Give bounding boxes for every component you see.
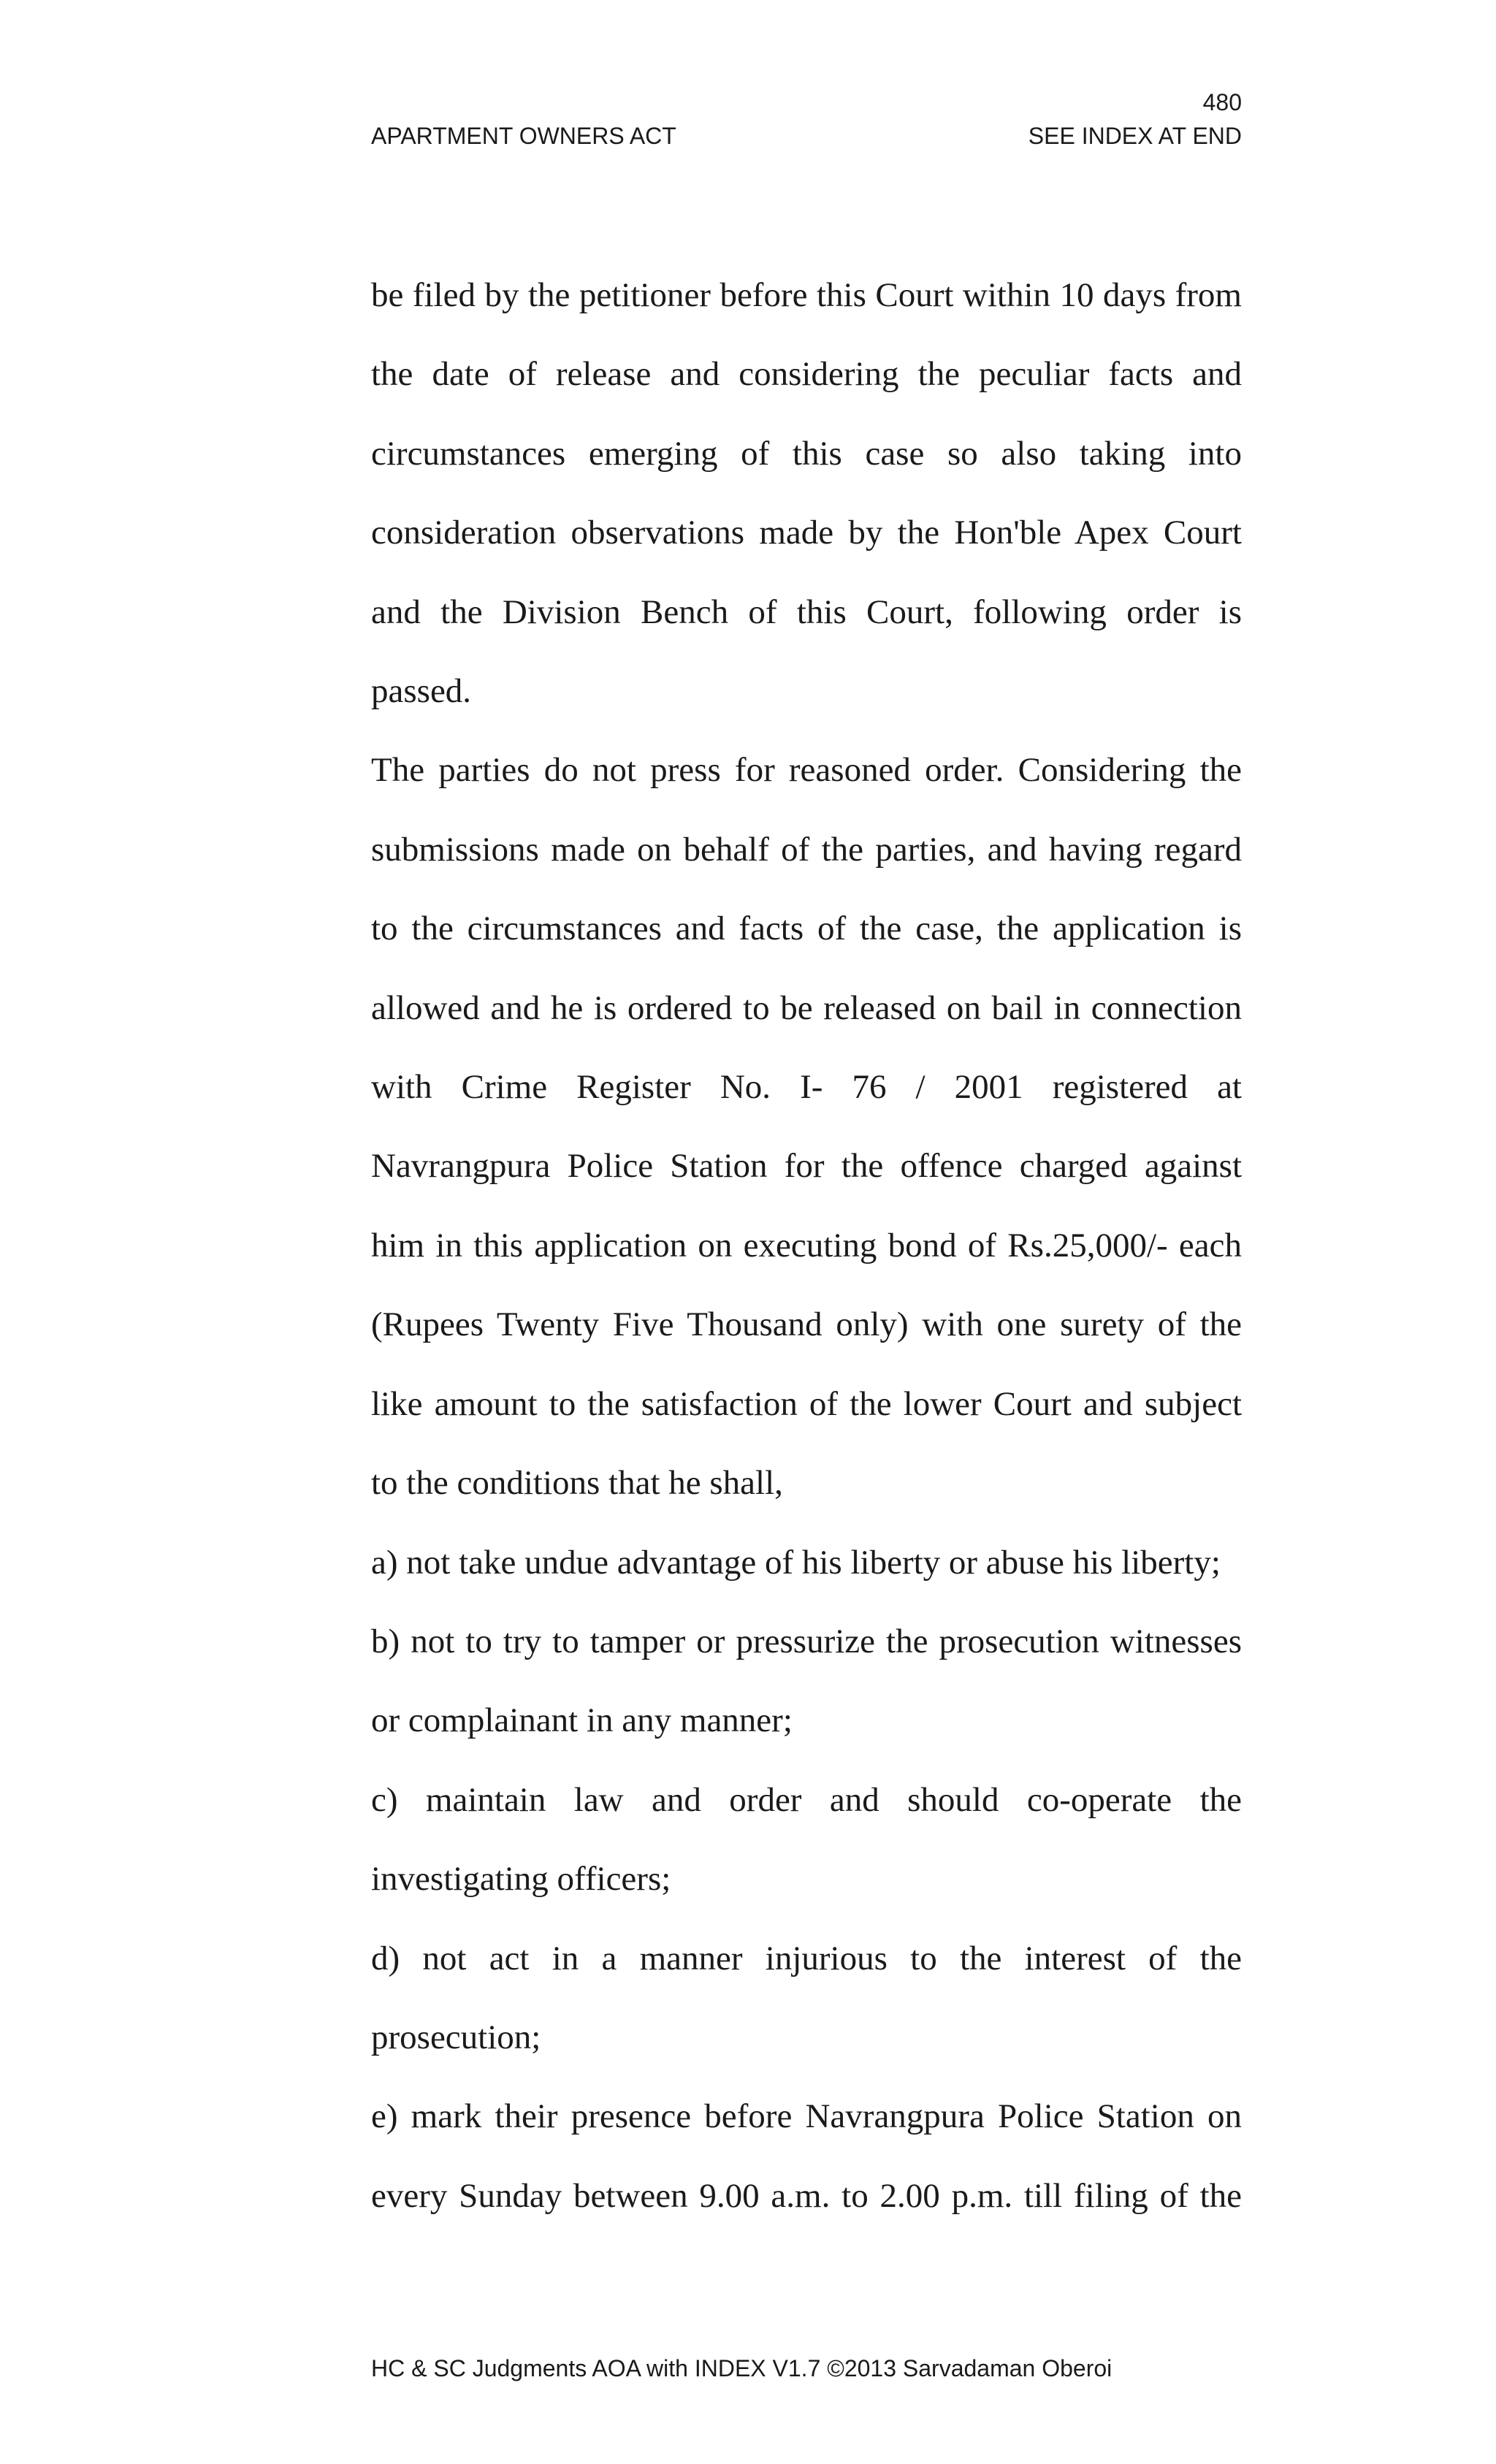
condition-a: a) not take undue advantage of his liberty or abuse his liberty;	[371, 1543, 1221, 1582]
condition-d: d) not act in a manner injurious to the interest of the prosecution;	[371, 1939, 1242, 2056]
page-number: 480	[1202, 89, 1242, 115]
document-body	[371, 256, 1242, 2235]
page-footer: HC & SC Judgments AOA with INDEX V1.7 ©2013 Sarvadaman Oberoi	[371, 2355, 1113, 2381]
running-header-index-note: SEE INDEX AT END	[1028, 123, 1242, 149]
paragraph-order-intro: be filed by the petitioner before this Court within 10 days from the date of release and considering the peculiar facts and circumstances emerging of this case so also taking into consideration observations made by the Hon'ble Apex Court and the Division Bench of this Court, following order is passed.	[371, 276, 1242, 711]
condition-b: b) not to try to tamper or pressurize the prosecution witnesses or complainant in any manner;	[371, 1622, 1242, 1740]
running-header-title: APARTMENT OWNERS ACT	[371, 123, 676, 149]
condition-c: c) maintain law and order and should co-operate the investigating officers;	[371, 1780, 1242, 1899]
paragraph-bail-order: The parties do not press for reasoned order. Considering the submissions made on behalf of the parties, and having regard to the circumstances and facts of the case, the application is allowed and he is ordered to be released on bail in connection with Crime Register No. I- 76 / 2001 registered at Navrangpura Police Station for the offence charged against him in this application on executing bond of Rs.25,000/- each (Rupees Twenty Five Thousand only) with one surety of the like amount to the satisfaction of the lower Court and subject to the conditions that he shall,	[371, 751, 1242, 1503]
condition-e: e) mark their presence before Navrangpura Police Station on every Sunday between 9.00 a.m. to 2.00 p.m. till filing of the	[371, 2097, 1242, 2215]
